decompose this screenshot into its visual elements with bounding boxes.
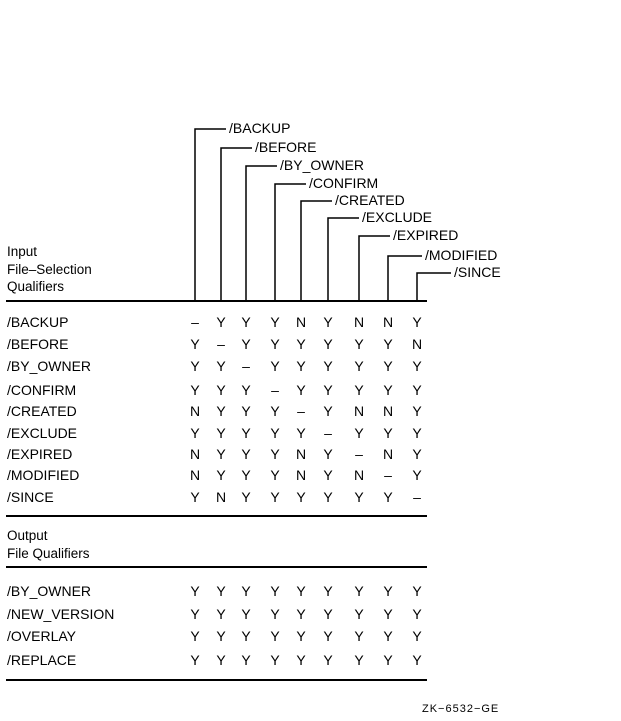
cell-backup: Y (190, 606, 200, 622)
cell-before: Y (216, 382, 226, 398)
cell-expired: N (353, 403, 365, 419)
cell-expired: Y (354, 336, 364, 352)
cell-confirm: Y (270, 489, 280, 505)
row-label: /REPLACE (7, 652, 77, 668)
cell-since: Y (412, 358, 422, 374)
leader-line-since (417, 273, 451, 300)
output-row-replace (7, 652, 422, 668)
cell-before: N (215, 489, 227, 505)
cell-before: Y (216, 628, 226, 644)
row-label: /EXCLUDE (7, 425, 78, 441)
cell-since: Y (412, 467, 422, 483)
cell-expired: Y (354, 382, 364, 398)
cell-since: Y (412, 403, 422, 419)
cell-exclude: Y (323, 606, 333, 622)
cell-before: Y (216, 467, 226, 483)
input-row-since (7, 489, 421, 505)
cell-expired: Y (354, 652, 364, 668)
input-heading-line: Qualifiers (7, 279, 65, 294)
output-row-new-version (7, 606, 422, 622)
cell-before: Y (216, 403, 226, 419)
column-header-before: /BEFORE (255, 139, 317, 155)
cell-since: – (413, 489, 421, 505)
cell-expired: Y (354, 425, 364, 441)
cell-by-owner: Y (241, 382, 251, 398)
cell-before: Y (216, 652, 226, 668)
column-header-created: /CREATED (335, 192, 405, 208)
cell-modified: N (382, 314, 394, 330)
input-row-backup (7, 314, 422, 330)
cell-backup: N (189, 446, 201, 462)
cell-exclude: Y (323, 583, 333, 599)
cell-since: Y (412, 314, 422, 330)
cell-by-owner: Y (241, 467, 251, 483)
row-label: /NEW_VERSION (7, 606, 115, 622)
column-header-since: /SINCE (454, 264, 501, 280)
input-row-expired (7, 446, 422, 462)
input-row-confirm (7, 382, 422, 398)
cell-confirm: – (271, 382, 279, 398)
output-row-overlay (7, 628, 422, 644)
cell-exclude: Y (323, 336, 333, 352)
cell-exclude: Y (323, 403, 333, 419)
row-label: /SINCE (7, 489, 54, 505)
cell-by-owner: – (242, 358, 250, 374)
cell-backup: Y (190, 336, 200, 352)
cell-modified: Y (383, 382, 393, 398)
cell-confirm: Y (270, 583, 280, 599)
leader-line-by-owner (246, 166, 277, 300)
cell-confirm: Y (270, 467, 280, 483)
cell-since: Y (412, 606, 422, 622)
cell-exclude: Y (323, 382, 333, 398)
cell-created: – (297, 403, 305, 419)
cell-before: – (217, 336, 225, 352)
cell-expired: Y (354, 628, 364, 644)
cell-backup: Y (190, 425, 200, 441)
cell-exclude: Y (323, 489, 333, 505)
input-row-modified (7, 467, 422, 483)
cell-expired: Y (354, 606, 364, 622)
cell-by-owner: Y (241, 314, 251, 330)
cell-backup: Y (190, 382, 200, 398)
column-header-exclude: /EXCLUDE (362, 209, 433, 225)
row-label: /CONFIRM (7, 382, 77, 398)
cell-expired: N (353, 314, 365, 330)
cell-by-owner: Y (241, 336, 251, 352)
column-header-by-owner: /BY_OWNER (280, 157, 365, 173)
input-heading-line: Input (7, 244, 38, 259)
output-heading-line: File Qualifiers (7, 546, 90, 561)
leader-line-exclude (328, 218, 359, 300)
cell-since: Y (412, 652, 422, 668)
cell-by-owner: Y (241, 628, 251, 644)
input-section (6, 244, 427, 516)
row-label: /BACKUP (7, 314, 69, 330)
cell-by-owner: Y (241, 425, 251, 441)
cell-modified: N (382, 403, 394, 419)
column-header-group (195, 120, 501, 300)
cell-created: Y (296, 489, 306, 505)
cell-backup: Y (190, 489, 200, 505)
cell-expired: Y (354, 489, 364, 505)
cell-by-owner: Y (241, 446, 251, 462)
cell-exclude: Y (323, 467, 333, 483)
cell-created: Y (296, 358, 306, 374)
cell-before: Y (216, 314, 226, 330)
cell-created: N (295, 314, 307, 330)
input-heading-line: File–Selection (7, 262, 92, 277)
input-row-by-owner (7, 358, 422, 374)
cell-created: Y (296, 628, 306, 644)
cell-created: Y (296, 425, 306, 441)
cell-exclude: Y (323, 314, 333, 330)
cell-before: Y (216, 358, 226, 374)
cell-modified: Y (383, 489, 393, 505)
cell-confirm: Y (270, 336, 280, 352)
cell-by-owner: Y (241, 606, 251, 622)
cell-modified: Y (383, 606, 393, 622)
cell-by-owner: Y (241, 652, 251, 668)
leader-line-expired (359, 236, 390, 300)
cell-confirm: Y (270, 314, 280, 330)
cell-since: Y (412, 583, 422, 599)
cell-exclude: Y (323, 628, 333, 644)
cell-confirm: Y (270, 652, 280, 668)
cell-before: Y (216, 606, 226, 622)
cell-backup: Y (190, 583, 200, 599)
cell-exclude: Y (323, 446, 333, 462)
cell-modified: Y (383, 358, 393, 374)
input-row-exclude (7, 425, 422, 441)
cell-modified: Y (383, 652, 393, 668)
cell-by-owner: Y (241, 403, 251, 419)
cell-created: Y (296, 606, 306, 622)
cell-confirm: Y (270, 403, 280, 419)
output-section (6, 528, 427, 680)
cell-modified: Y (383, 628, 393, 644)
leader-line-before (221, 148, 252, 300)
cell-exclude: Y (323, 652, 333, 668)
cell-confirm: Y (270, 425, 280, 441)
column-header-modified: /MODIFIED (425, 247, 498, 263)
cell-expired: – (355, 446, 363, 462)
cell-expired: Y (354, 583, 364, 599)
cell-expired: Y (354, 358, 364, 374)
cell-confirm: Y (270, 606, 280, 622)
column-header-expired: /EXPIRED (393, 227, 459, 243)
cell-created: N (295, 467, 307, 483)
row-label: /BEFORE (7, 336, 69, 352)
cell-created: Y (296, 382, 306, 398)
cell-exclude: Y (323, 358, 333, 374)
cell-since: Y (412, 628, 422, 644)
cell-created: N (295, 446, 307, 462)
cell-since: N (411, 336, 423, 352)
cell-since: Y (412, 425, 422, 441)
input-row-before (7, 336, 422, 352)
figure-id: ZK−6532−GE (422, 703, 500, 715)
cell-modified: N (382, 446, 394, 462)
row-label: /BY_OWNER (7, 583, 92, 599)
cell-exclude: – (324, 425, 332, 441)
row-label: /CREATED (7, 403, 77, 419)
cell-confirm: Y (270, 628, 280, 644)
cell-before: Y (216, 425, 226, 441)
cell-confirm: Y (270, 358, 280, 374)
row-label: /EXPIRED (7, 446, 73, 462)
row-label: /OVERLAY (7, 628, 76, 644)
cell-modified: – (384, 467, 392, 483)
cell-created: Y (296, 336, 306, 352)
cell-backup: N (189, 403, 201, 419)
cell-modified: Y (383, 425, 393, 441)
cell-since: Y (412, 446, 422, 462)
cell-backup: N (189, 467, 201, 483)
cell-since: Y (412, 382, 422, 398)
column-header-backup: /BACKUP (229, 120, 291, 136)
cell-by-owner: Y (241, 583, 251, 599)
cell-backup: Y (190, 652, 200, 668)
cell-confirm: Y (270, 446, 280, 462)
row-label: /MODIFIED (7, 467, 80, 483)
cell-modified: Y (383, 583, 393, 599)
cell-before: Y (216, 583, 226, 599)
input-row-created (7, 403, 422, 419)
cell-modified: Y (383, 336, 393, 352)
cell-backup: Y (190, 358, 200, 374)
cell-before: Y (216, 446, 226, 462)
cell-created: Y (296, 583, 306, 599)
cell-by-owner: Y (241, 489, 251, 505)
output-row-by-owner (7, 583, 422, 599)
column-header-confirm: /CONFIRM (309, 175, 379, 191)
output-heading-line: Output (7, 528, 48, 543)
cell-backup: Y (190, 628, 200, 644)
cell-created: Y (296, 652, 306, 668)
row-label: /BY_OWNER (7, 358, 92, 374)
cell-backup: – (191, 314, 199, 330)
cell-expired: N (353, 467, 365, 483)
